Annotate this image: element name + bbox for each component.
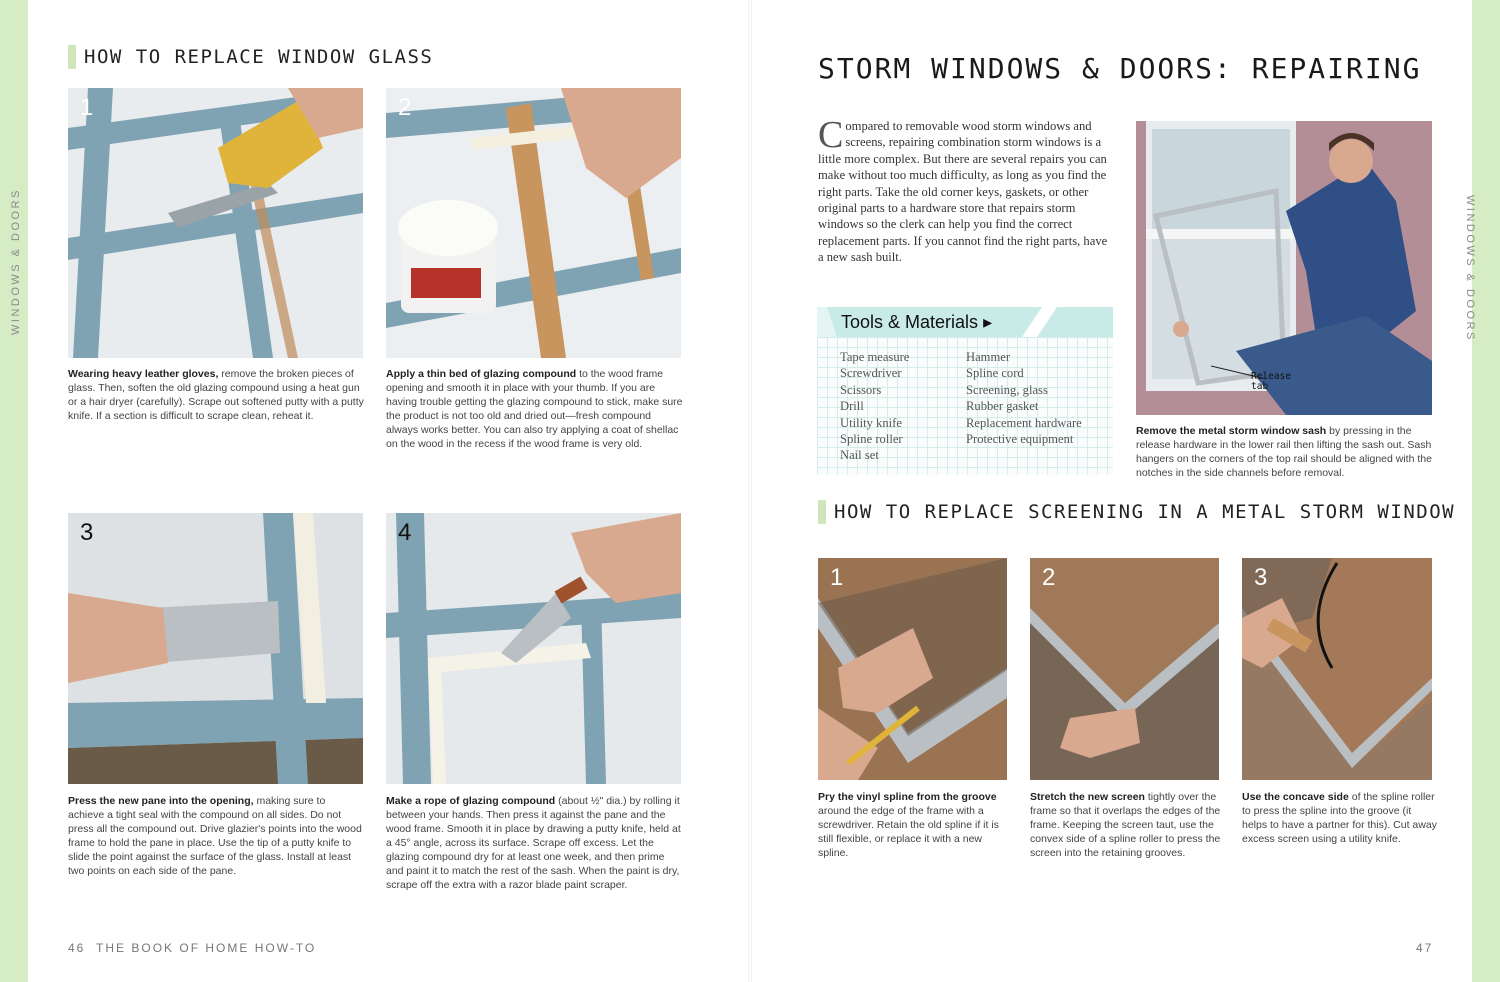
screen-step-1-photo — [818, 558, 1007, 780]
tool-item: Spline roller — [840, 432, 903, 447]
book-gutter — [748, 0, 752, 982]
section-title: HOW TO REPLACE WINDOW GLASS — [84, 46, 434, 68]
step-number: 1 — [830, 564, 844, 591]
screen-step-2-text: tightly over the frame so that it overlaps the edges of the frame. Keeping the screen taut, use the convex side of a spline roller to press the screen into the retaining grooves. — [1030, 791, 1221, 859]
screen-step-1-caption — [818, 790, 1013, 860]
side-tab-right: WINDOWS & DOORS — [1464, 195, 1476, 342]
storm-window-photo — [1136, 121, 1432, 415]
tools-title: Tools & Materials ▸ — [841, 312, 993, 332]
intro-paragraph — [818, 114, 1113, 266]
tool-item: Screwdriver — [840, 366, 902, 381]
step-3-caption — [68, 794, 364, 878]
step-number: 4 — [398, 519, 412, 546]
tool-item: Drill — [840, 399, 864, 414]
heading-bar — [68, 45, 76, 69]
step-4-photo — [386, 513, 681, 784]
step-number: 2 — [398, 94, 412, 121]
folio-left — [68, 941, 316, 955]
step-4-text: (about ½" dia.) by rolling it between your hands. Then press it against the pane and the wood frame. Smooth it in place by drawing a putty knife, held at a 45° angle, across its surface. Scrape off excess. Let the glazing compound dry for at least one week, and then prime and paint it to match the rest of the sash. When the paint is dry, scrape off the extra with a razor blade paint scraper. — [386, 795, 681, 891]
step-number: 3 — [1254, 564, 1268, 591]
tool-item: Tape measure — [840, 350, 910, 364]
tool-item: Nail set — [840, 448, 879, 463]
storm-caption-lead: Remove the metal storm window sash — [1136, 425, 1327, 437]
step-number: 3 — [80, 519, 94, 546]
heading-bar — [818, 500, 826, 524]
tool-item: Replacement hardware — [966, 415, 1082, 430]
book-title: THE BOOK OF HOME HOW-TO — [96, 941, 317, 955]
screen-step-3-text: of the spline roller to press the spline into the groove (it helps to have a partner for this). Cut away excess screen using a utility knife. — [1242, 791, 1437, 845]
section-title: HOW TO REPLACE SCREENING IN A METAL STORM WINDOW — [834, 501, 1456, 523]
step-1-text: remove the broken pieces of glass. Then, soften the old glazing compound using a heat gun or a hair dryer (carefully). Scrape out softened putty with a putty knife. If a section is difficult to scrape clean, reheat it. — [68, 368, 364, 422]
step-2-photo — [386, 88, 681, 358]
screen-step-3-lead: Use the concave side — [1242, 791, 1349, 803]
tools-list-2 — [966, 349, 1082, 447]
storm-caption-text: by pressing in the release hardware in the lower rail then lifting the sash out. Sash hangers on the corners of the top rail should be aligned with the notches in the side channels before removal. — [1136, 425, 1432, 479]
screen-step-2-photo — [1030, 558, 1219, 780]
intro-text: ompared to removable wood storm windows and screens, repairing combination storm windows is a little more complex. But there are several repairs you can make without too much difficulty, as long as you find the right parts. Take the old corner keys, gaskets, or other original parts to a hardware store that repairs storm windows so the clerk can help you find the correct replacement parts. If you cannot find the right parts, have a new sash built. — [818, 119, 1108, 265]
section-heading-replace-glass — [68, 45, 433, 69]
side-tab-left: WINDOWS & DOORS — [10, 188, 22, 335]
step-3-lead: Press the new pane into the opening, — [68, 795, 254, 807]
page-title: STORM WINDOWS & DOORS: REPAIRING — [818, 52, 1422, 85]
step-1-caption — [68, 367, 364, 423]
screen-step-2-lead: Stretch the new screen — [1030, 791, 1145, 803]
screen-step-3-photo — [1242, 558, 1432, 780]
screen-step-2-caption — [1030, 790, 1225, 860]
screen-step-1-text: around the edge of the frame with a screwdriver. Retain the old spline if it is still flexible, or replace it with a new spline. — [818, 805, 999, 859]
tool-item: Protective equipment — [966, 432, 1074, 447]
tool-item: Screening, glass — [966, 382, 1048, 397]
step-2-lead: Apply a thin bed of glazing compound — [386, 368, 577, 380]
storm-photo-caption — [1136, 424, 1436, 480]
step-3-text: making sure to achieve a tight seal with the compound on all sides. Do not press all the compound out. Drive glazier's points into the wood frame to hold the pane in place. Use the tip of a putty knife to slide the point against the surface of the glass. Install at least two points on each side of the pane. — [68, 795, 362, 877]
release-tab-label: Release tab — [1251, 371, 1292, 392]
step-4-caption — [386, 794, 684, 892]
tab-notch-right — [1472, 165, 1500, 355]
step-4-lead: Make a rope of glazing compound — [386, 795, 556, 807]
screen-step-3-caption — [1242, 790, 1437, 846]
tool-item: Spline cord — [966, 366, 1024, 381]
step-number: 2 — [1042, 564, 1056, 591]
step-1-photo — [68, 88, 363, 358]
tool-item: Utility knife — [840, 415, 902, 430]
step-2-text: to the wood frame opening and smooth it in place with your thumb. If you are having trouble getting the glazing compound to stick, make sure the product is not too old and dried out—fresh compound always works better. You can also try applying a coat of shellac on the wood in the recess if the wood frame is very old. — [386, 368, 683, 450]
tool-item: Hammer — [966, 350, 1011, 364]
drop-cap: C — [818, 114, 844, 156]
tool-item: Scissors — [840, 382, 882, 397]
tools-materials-box — [817, 307, 1113, 475]
step-1-lead: Wearing heavy leather gloves, — [68, 368, 219, 380]
section-heading-replace-screening — [818, 500, 1455, 524]
page-number-right: 47 — [1416, 941, 1434, 955]
step-number: 1 — [80, 94, 94, 121]
screen-step-1-lead: Pry the vinyl spline from the groove — [818, 791, 997, 803]
page-number-left: 46 — [68, 941, 86, 955]
tools-list-1 — [840, 349, 909, 464]
step-3-photo — [68, 513, 363, 784]
step-2-caption — [386, 367, 684, 451]
tool-item: Rubber gasket — [966, 399, 1039, 414]
